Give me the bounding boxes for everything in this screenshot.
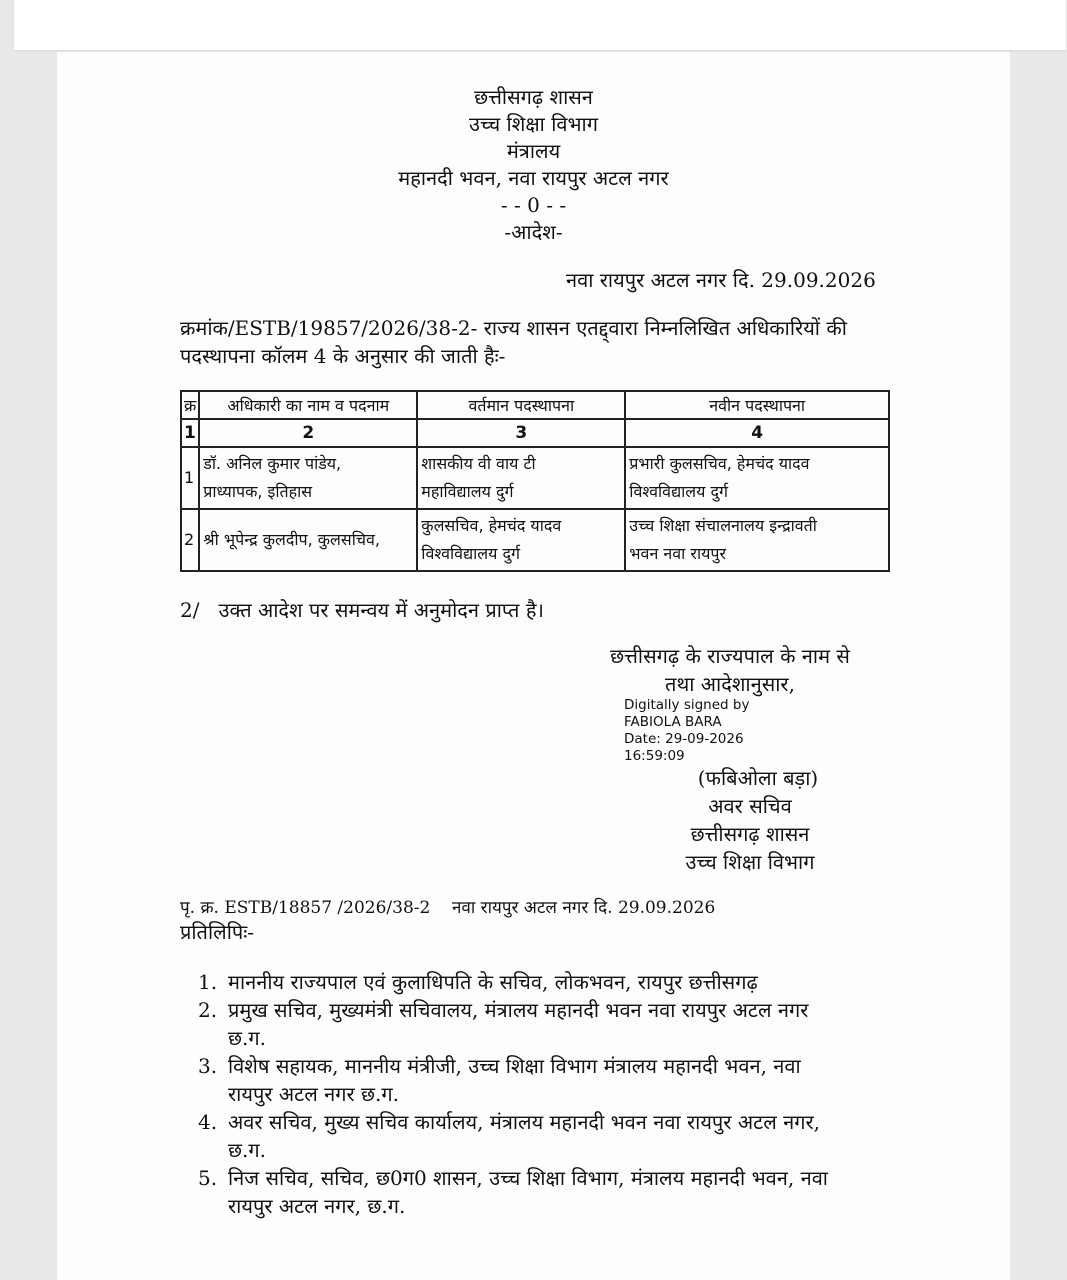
row-officer <box>199 447 417 509</box>
current-posting-line: विश्वविद्यालय दुर्ग <box>421 544 521 563</box>
signatory-block <box>600 764 900 876</box>
list-item <box>198 996 908 1052</box>
posting-table <box>180 390 890 572</box>
authority-line-1: छत्तीसगढ़ के राज्यपाल के नाम से <box>610 644 850 668</box>
copy-list <box>198 968 908 1220</box>
header-department: उच्च शिक्षा विभाग <box>468 112 598 136</box>
header-current-posting: वर्तमान पदस्थापना <box>417 391 625 419</box>
row-new-posting <box>625 509 889 571</box>
table-header-row <box>181 391 889 419</box>
list-number: 5. <box>198 1166 218 1190</box>
digital-signature-line: Digitally signed by <box>624 697 750 713</box>
new-posting-line: विश्वविद्यालय दुर्ग <box>629 482 729 501</box>
copy-reference: पृ. क्र. ESTB/18857 /2026/38-2 नवा रायपुर अटल नगर दि. 29.09.2026 <box>180 898 716 918</box>
row-sno: 1 <box>181 447 199 509</box>
header-officer: अधिकारी का नाम व पदनाम <box>199 391 417 419</box>
table-row <box>181 447 889 509</box>
header-sno: क्र <box>181 391 199 419</box>
list-text: रायपुर अटल नगर छ.ग. <box>228 1082 400 1106</box>
header-government: छत्तीसगढ़ शासन <box>474 85 593 109</box>
new-posting-line: उच्च शिक्षा संचालनालय इन्द्रावती <box>629 516 817 535</box>
colnum-3: 3 <box>417 419 625 447</box>
signatory-designation: अवर सचिव <box>708 794 792 818</box>
header-address: महानदी भवन, नवा रायपुर अटल नगर <box>398 166 669 190</box>
list-text: छ.ग. <box>228 1138 266 1162</box>
current-posting-line: महाविद्यालय दुर्ग <box>421 482 514 501</box>
order-title: -आदेश- <box>504 220 563 244</box>
row-current-posting <box>417 447 625 509</box>
list-number: 3. <box>198 1054 218 1078</box>
signature-authority <box>560 642 900 698</box>
list-number: 4. <box>198 1110 218 1134</box>
list-number: 2. <box>198 998 218 1022</box>
digital-signature-name: FABIOLA BARA <box>624 714 722 730</box>
list-text: विशेष सहायक, माननीय मंत्रीजी, उच्च शिक्षा विभाग मंत्रालय महानदी भवन, नवा <box>228 1054 801 1078</box>
list-text: निज सचिव, सचिव, छ0ग0 शासन, उच्च शिक्षा विभाग, मंत्रालय महानदी भवन, नवा <box>228 1166 828 1190</box>
authority-line-2: तथा आदेशानुसार, <box>665 672 795 696</box>
row-officer <box>199 509 417 571</box>
digital-signature <box>624 697 749 765</box>
officer-designation: प्राध्यापक, इतिहास <box>203 482 313 501</box>
current-posting-line: शासकीय वी वाय टी <box>421 454 536 473</box>
new-posting-line: भवन नवा रायपुर <box>629 544 727 563</box>
officer-name: डॉ. अनिल कुमार पांडेय, <box>203 454 342 473</box>
digital-signature-date: Date: 29-09-2026 <box>624 731 744 747</box>
viewer-top-bar <box>14 0 1066 50</box>
copy-label: प्रतिलिपिः- <box>180 920 255 944</box>
signatory-org: छत्तीसगढ़ शासन <box>690 822 810 846</box>
list-text: अवर सचिव, मुख्य सचिव कार्यालय, मंत्रालय महानदी भवन नवा रायपुर अटल नगर, <box>228 1110 821 1134</box>
list-item <box>198 1164 908 1220</box>
new-posting-line: प्रभारी कुलसचिव, हेमचंद यादव <box>629 454 810 473</box>
colnum-2: 2 <box>199 419 417 447</box>
intro-line-1: क्रमांक/ESTB/19857/2026/38-2- राज्य शासन एतद्द्वारा निम्नलिखित अधिकारियों की <box>180 316 847 340</box>
header-ministry: मंत्रालय <box>506 139 561 163</box>
header-separator: - - 0 - - <box>500 193 567 217</box>
signatory-department: उच्च शिक्षा विभाग <box>685 850 815 874</box>
intro-paragraph <box>180 314 900 370</box>
column-number-row <box>181 419 889 447</box>
intro-line-2: पदस्थापना कॉलम 4 के अनुसार की जाती हैः- <box>180 344 506 368</box>
row-current-posting <box>417 509 625 571</box>
list-text: छ.ग. <box>228 1026 266 1050</box>
list-text: माननीय राज्यपाल एवं कुलाधिपति के सचिव, लोकभवन, रायपुर छत्तीसगढ़ <box>228 970 758 994</box>
list-item <box>198 1052 908 1108</box>
officer-name: श्री भूपेन्द्र कुलदीप, कुलसचिव, <box>203 530 380 549</box>
order-date: नवा रायपुर अटल नगर दि. 29.09.2026 <box>566 268 876 292</box>
list-number: 1. <box>198 970 218 994</box>
header-new-posting: नवीन पदस्थापना <box>625 391 889 419</box>
list-text: रायपुर अटल नगर, छ.ग. <box>228 1194 406 1218</box>
row-new-posting <box>625 447 889 509</box>
list-item <box>198 968 908 996</box>
signatory-name: (फबिओला बड़ा) <box>697 766 819 790</box>
row-sno: 2 <box>181 509 199 571</box>
colnum-4: 4 <box>625 419 889 447</box>
list-item <box>198 1108 908 1164</box>
digital-signature-time: 16:59:09 <box>624 748 685 764</box>
colnum-1: 1 <box>181 419 199 447</box>
list-text: प्रमुख सचिव, मुख्यमंत्री सचिवालय, मंत्रालय महानदी भवन नवा रायपुर अटल नगर <box>228 998 809 1022</box>
table-row <box>181 509 889 571</box>
current-posting-line: कुलसचिव, हेमचंद यादव <box>421 516 562 535</box>
approval-paragraph: 2/ उक्त आदेश पर समन्वय में अनुमोदन प्राप्त है। <box>180 598 545 622</box>
